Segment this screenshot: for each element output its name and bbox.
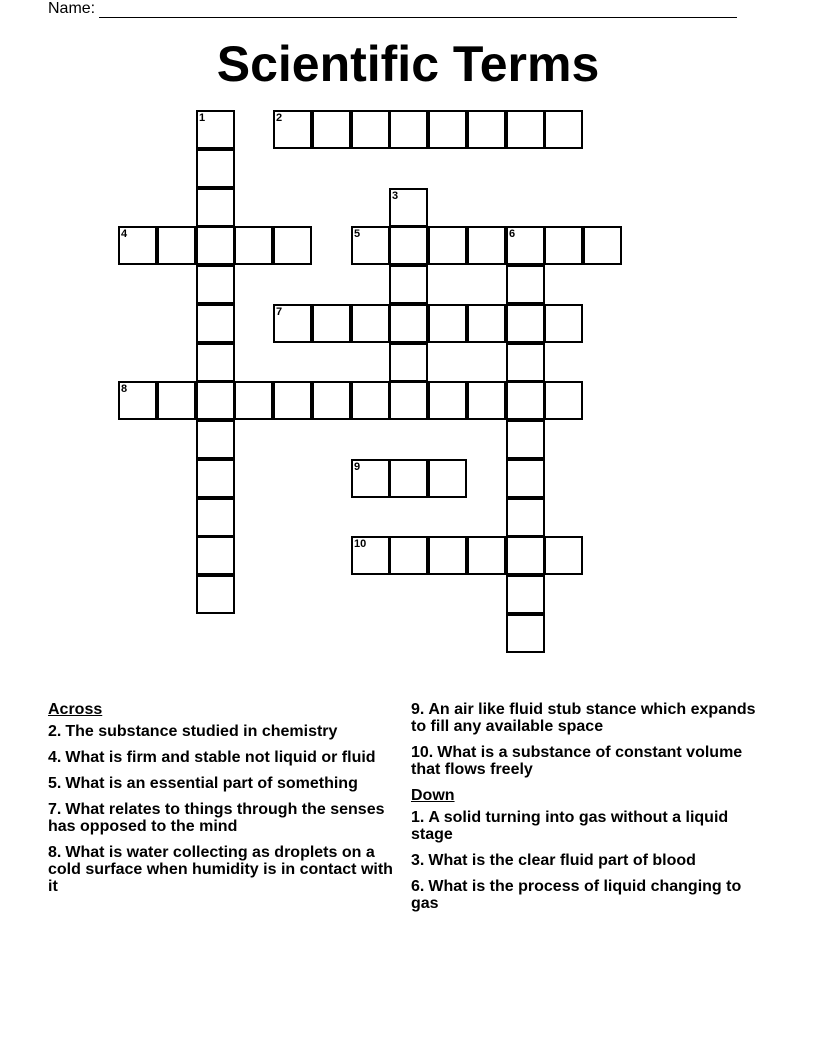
clue-text: The substance studied in chemistry bbox=[65, 723, 338, 740]
crossword-cell[interactable] bbox=[157, 226, 196, 265]
crossword-cell[interactable] bbox=[196, 149, 235, 188]
crossword-cell[interactable] bbox=[389, 188, 428, 227]
crossword-cell[interactable] bbox=[351, 459, 390, 498]
crossword-cell[interactable] bbox=[544, 110, 583, 149]
crossword-cell[interactable] bbox=[312, 110, 351, 149]
crossword-cell[interactable] bbox=[389, 110, 428, 149]
crossword-cell[interactable] bbox=[196, 110, 235, 149]
across-heading: Across bbox=[48, 701, 103, 718]
clue-text: A solid turning into gas without a liquid stage bbox=[411, 809, 729, 843]
crossword-cell[interactable] bbox=[428, 381, 467, 420]
crossword-cell[interactable] bbox=[506, 614, 545, 653]
crossword-cell[interactable] bbox=[351, 381, 390, 420]
crossword-cell[interactable] bbox=[506, 420, 545, 459]
crossword-cell[interactable] bbox=[506, 575, 545, 614]
crossword-cell[interactable] bbox=[118, 381, 157, 420]
crossword-cell[interactable] bbox=[196, 459, 235, 498]
clue-across-2 bbox=[48, 723, 398, 740]
clue-text: What is firm and stable not liquid or fluid bbox=[65, 749, 376, 766]
crossword-cell[interactable] bbox=[428, 110, 467, 149]
clue-number: 4. bbox=[48, 749, 62, 766]
crossword-cell[interactable] bbox=[351, 226, 390, 265]
clue-across-10 bbox=[411, 744, 771, 778]
clues-column-right bbox=[411, 701, 771, 921]
crossword-cell[interactable] bbox=[506, 343, 545, 382]
crossword-cell[interactable] bbox=[196, 498, 235, 537]
crossword-cell[interactable] bbox=[506, 459, 545, 498]
crossword-cell[interactable] bbox=[506, 381, 545, 420]
crossword-cell[interactable] bbox=[196, 188, 235, 227]
cell-number: 10 bbox=[354, 538, 367, 550]
crossword-cell[interactable] bbox=[467, 226, 506, 265]
crossword-cell[interactable] bbox=[389, 265, 428, 304]
crossword-cell[interactable] bbox=[196, 304, 235, 343]
crossword-cell[interactable] bbox=[544, 304, 583, 343]
crossword-cell[interactable] bbox=[234, 226, 273, 265]
clue-text: An air like fluid stub stance which expands to fill any available space bbox=[411, 701, 756, 735]
clue-text: What is a substance of constant volume that flows freely bbox=[411, 744, 743, 778]
clue-number: 9. bbox=[411, 701, 425, 718]
crossword-cell[interactable] bbox=[234, 381, 273, 420]
crossword-cell[interactable] bbox=[428, 304, 467, 343]
clue-across-5 bbox=[48, 775, 398, 792]
clue-number: 7. bbox=[48, 801, 62, 818]
clue-down-6 bbox=[411, 878, 771, 912]
crossword-cell[interactable] bbox=[506, 536, 545, 575]
clue-number: 8. bbox=[48, 844, 62, 861]
crossword-cell[interactable] bbox=[118, 226, 157, 265]
crossword-cell[interactable] bbox=[506, 110, 545, 149]
crossword-cell[interactable] bbox=[351, 536, 390, 575]
crossword-cell[interactable] bbox=[389, 536, 428, 575]
crossword-cell[interactable] bbox=[544, 226, 583, 265]
crossword-cell[interactable] bbox=[312, 304, 351, 343]
clue-text: What is the process of liquid changing to gas bbox=[411, 878, 742, 912]
crossword-cell[interactable] bbox=[196, 226, 235, 265]
cell-number: 9 bbox=[354, 461, 361, 473]
clue-text: What is the clear fluid part of blood bbox=[428, 852, 696, 869]
cell-number: 4 bbox=[121, 228, 128, 240]
crossword-cell[interactable] bbox=[544, 536, 583, 575]
clue-number: 5. bbox=[48, 775, 62, 792]
clue-number: 10. bbox=[411, 744, 434, 761]
crossword-cell[interactable] bbox=[389, 381, 428, 420]
crossword-cell[interactable] bbox=[506, 226, 545, 265]
clue-number: 1. bbox=[411, 809, 425, 826]
crossword-cell[interactable] bbox=[467, 381, 506, 420]
crossword-cell[interactable] bbox=[196, 420, 235, 459]
clue-across-9 bbox=[411, 701, 771, 735]
crossword-cell[interactable] bbox=[273, 226, 312, 265]
crossword-cell[interactable] bbox=[389, 343, 428, 382]
clue-number: 6. bbox=[411, 878, 425, 895]
cell-number: 3 bbox=[392, 190, 399, 202]
crossword-cell[interactable] bbox=[428, 459, 467, 498]
crossword-cell[interactable] bbox=[467, 536, 506, 575]
crossword-cell[interactable] bbox=[506, 265, 545, 304]
crossword-cell[interactable] bbox=[351, 110, 390, 149]
crossword-cell[interactable] bbox=[506, 498, 545, 537]
clue-down-3 bbox=[411, 852, 771, 869]
crossword-cell[interactable] bbox=[196, 265, 235, 304]
clue-number: 3. bbox=[411, 852, 425, 869]
crossword-cell[interactable] bbox=[389, 226, 428, 265]
crossword-cell[interactable] bbox=[273, 110, 312, 149]
crossword-cell[interactable] bbox=[196, 575, 235, 614]
cell-number: 7 bbox=[276, 306, 283, 318]
crossword-cell[interactable] bbox=[273, 381, 312, 420]
clue-down-1 bbox=[411, 809, 771, 843]
cell-number: 2 bbox=[276, 112, 283, 124]
crossword-cell[interactable] bbox=[389, 459, 428, 498]
crossword-cell[interactable] bbox=[157, 381, 196, 420]
crossword-cell[interactable] bbox=[428, 536, 467, 575]
crossword-cell[interactable] bbox=[544, 381, 583, 420]
clue-text: What relates to things through the senses has opposed to the mind bbox=[48, 801, 385, 835]
clue-number: 2. bbox=[48, 723, 62, 740]
cell-number: 5 bbox=[354, 228, 361, 240]
crossword-cell[interactable] bbox=[467, 304, 506, 343]
crossword-cell[interactable] bbox=[312, 381, 351, 420]
page-title: Scientific Terms bbox=[216, 36, 600, 92]
clue-text: What is water collecting as droplets on a cold surface when humidity is in contact with it bbox=[48, 844, 393, 895]
clue-across-4 bbox=[48, 749, 398, 766]
cell-number: 8 bbox=[121, 383, 128, 395]
clue-across-7 bbox=[48, 801, 398, 835]
crossword-cell[interactable] bbox=[196, 343, 235, 382]
cell-number: 1 bbox=[199, 112, 206, 124]
crossword-cell[interactable] bbox=[389, 304, 428, 343]
crossword-cell[interactable] bbox=[506, 304, 545, 343]
name-label: Name: bbox=[48, 0, 96, 17]
crossword-cell[interactable] bbox=[196, 381, 235, 420]
crossword-cell[interactable] bbox=[428, 226, 467, 265]
crossword-cell[interactable] bbox=[351, 304, 390, 343]
crossword-cell[interactable] bbox=[273, 304, 312, 343]
clues-column-left bbox=[48, 701, 398, 904]
clue-text: What is an essential part of something bbox=[65, 775, 358, 792]
crossword-cell[interactable] bbox=[196, 536, 235, 575]
crossword-cell[interactable] bbox=[467, 110, 506, 149]
down-heading: Down bbox=[411, 787, 455, 804]
crossword-cell[interactable] bbox=[583, 226, 622, 265]
clue-across-8 bbox=[48, 844, 398, 895]
cell-number: 6 bbox=[509, 228, 516, 240]
